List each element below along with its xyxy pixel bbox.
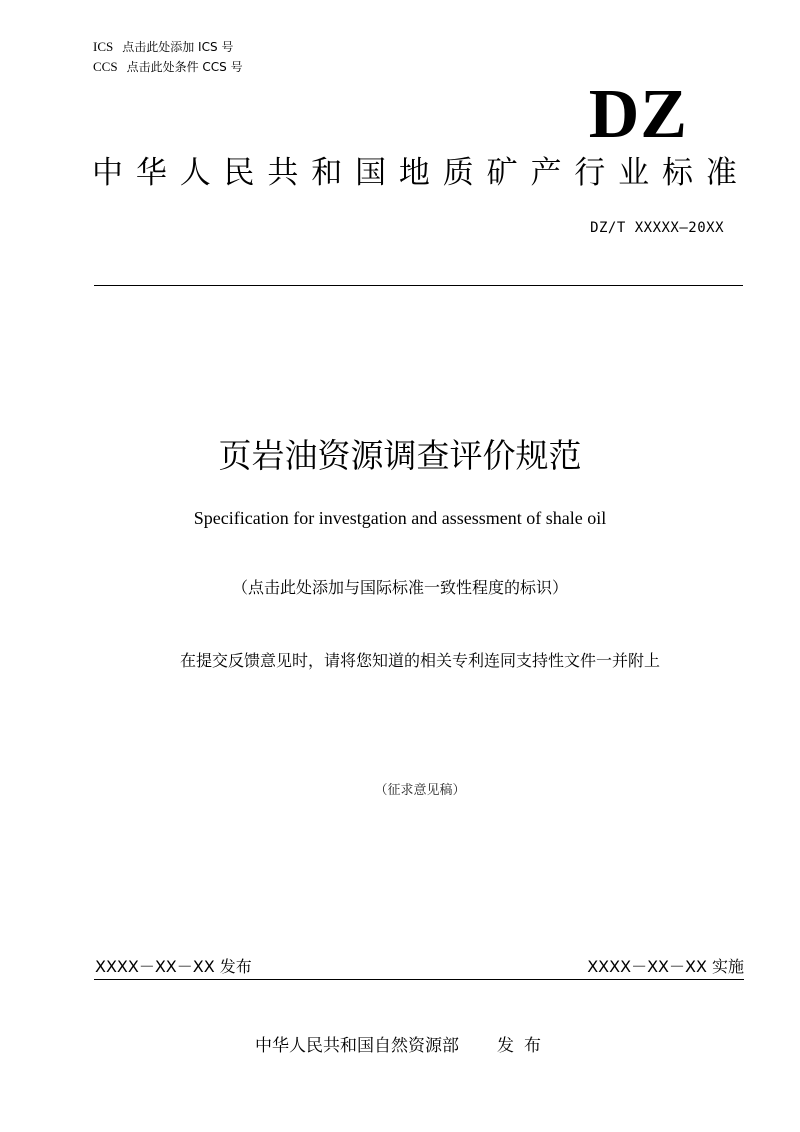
- dz-logo: DZ: [588, 76, 688, 153]
- standard-category-char: 业: [618, 155, 650, 191]
- ccs-placeholder[interactable]: 点击此处条件 CCS 号: [126, 60, 243, 74]
- implement-date[interactable]: XXXX－XX－XX 实施: [587, 957, 744, 976]
- patent-note: 在提交反馈意见时，请将您知道的相关专利连同支持性文件一并附上: [179, 651, 660, 670]
- standard-category-title: [92, 153, 737, 193]
- standard-category-char: 产: [530, 155, 562, 191]
- standard-category-char: 标: [661, 155, 693, 191]
- standard-category-char: 矿: [486, 155, 518, 191]
- ccs-line: [93, 59, 243, 75]
- header-divider: [94, 285, 743, 286]
- document-title-english: Specification for investgation and assessment of shale oil: [193, 508, 607, 528]
- standard-category-char: 华: [135, 155, 167, 191]
- ics-placeholder[interactable]: 点击此处添加 ICS 号: [122, 40, 234, 54]
- standard-category-char: 地: [398, 155, 430, 191]
- ics-line: [93, 39, 233, 55]
- standard-category-char: 民: [223, 155, 255, 191]
- standard-category-char: 中: [92, 155, 123, 191]
- ics-label: ICS: [93, 39, 114, 54]
- standard-category-char: 共: [267, 155, 299, 191]
- dates-divider: [94, 979, 744, 980]
- publish-date[interactable]: XXXX－XX－XX 发布: [95, 957, 252, 976]
- consistency-note[interactable]: （点击此处添加与国际标准一致性程度的标识）: [231, 578, 568, 597]
- issuer-name: 中华人民共和国自然资源部: [255, 1036, 459, 1056]
- standard-category-char: 国: [355, 155, 387, 191]
- issue-action: 发布: [497, 1036, 551, 1056]
- standard-category-char: 质: [442, 155, 474, 191]
- standard-category-char: 准: [705, 155, 737, 191]
- standard-category-char: 行: [574, 155, 606, 191]
- ccs-label: CCS: [93, 59, 118, 74]
- document-title-chinese: 页岩油资源调查评价规范: [218, 436, 582, 475]
- draft-status: （征求意见稿）: [374, 783, 466, 798]
- issuing-authority: [255, 1034, 551, 1058]
- standard-category-char: 人: [179, 155, 211, 191]
- standard-category-char: 和: [311, 155, 343, 191]
- standard-number: DZ/T XXXXX—20XX: [590, 220, 724, 236]
